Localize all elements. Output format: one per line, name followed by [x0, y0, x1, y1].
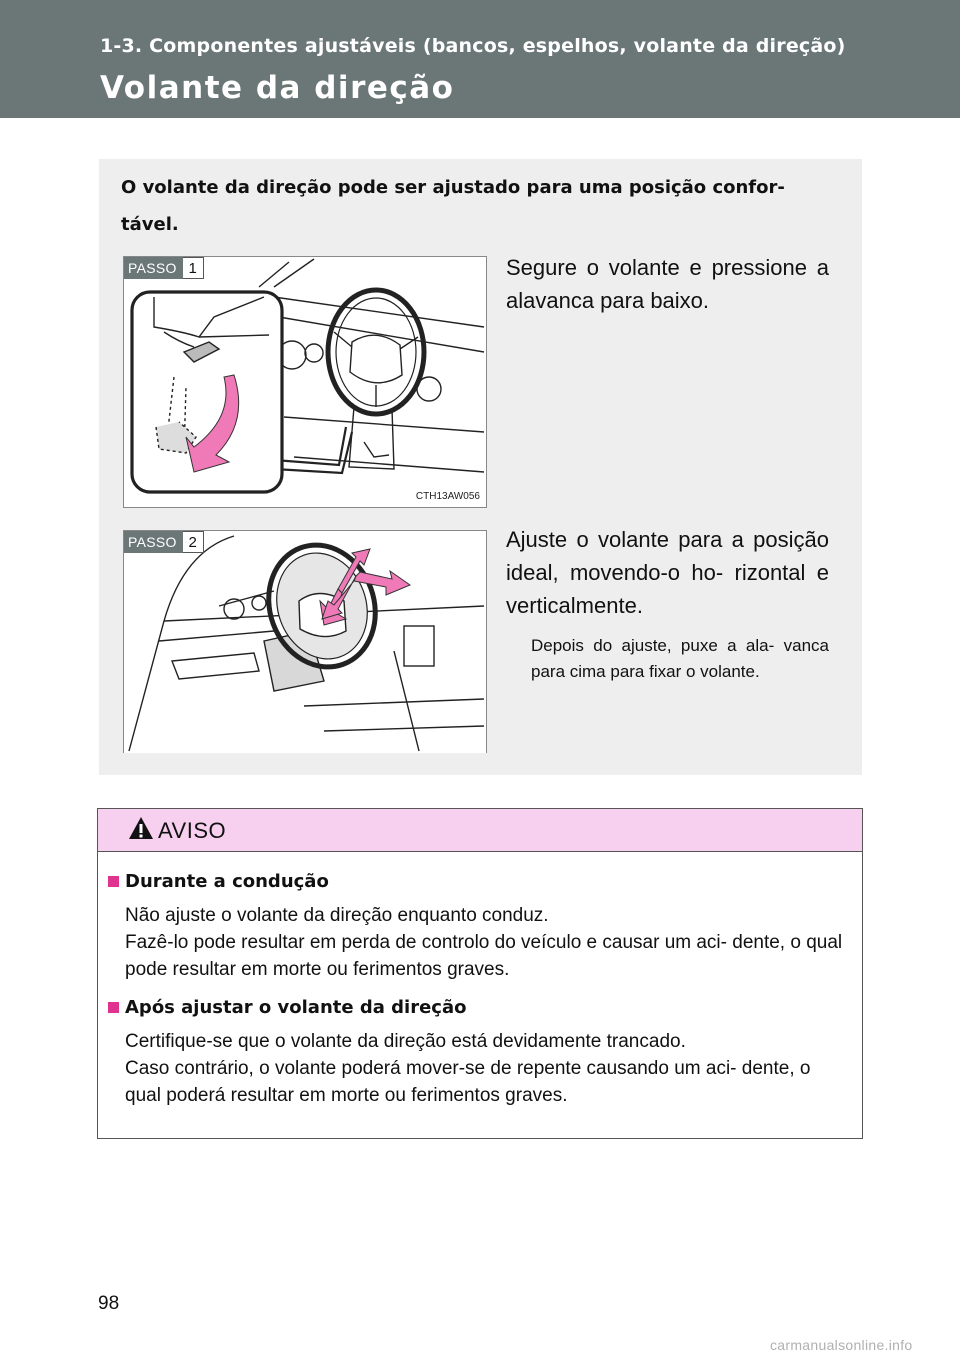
watermark: carmanualsonline.info [770, 1337, 913, 1353]
warning-header [98, 809, 862, 852]
warning-section [108, 871, 848, 983]
warning-section-heading [108, 997, 848, 1018]
image-code: CTH13AW056 [415, 491, 480, 502]
bullet-square-icon [108, 1002, 119, 1013]
heading-text: Após ajustar o volante da direção [125, 997, 467, 1018]
warning-section-body [125, 1028, 848, 1109]
heading-text: Durante a condução [125, 871, 329, 892]
warning-section-body [125, 902, 848, 983]
step-badge-number: 2 [183, 531, 204, 553]
step2-text: Ajuste o volante para a posição ideal, movendo-o ho- rizontal e verticalmente. [506, 527, 829, 618]
step1-text: Segure o volante e pressione a alavanca para baixo. [506, 255, 829, 313]
steering-lever-illustration [124, 257, 486, 507]
step-badge-label: PASSO [124, 531, 183, 553]
step2-badge [124, 531, 204, 553]
body-line: Fazê-lo pode resultar em perda de controlo do veículo e causar um aci- dente, o qual pode resultar em morte ou ferimentos graves. [125, 932, 843, 980]
step2-note: Depois do ajuste, puxe a ala- vanca para cima para fixar o volante. [531, 636, 829, 681]
steering-adjust-illustration [124, 531, 486, 753]
page-number: 98 [98, 1293, 120, 1314]
warning-box [97, 808, 863, 1139]
instruction-panel [99, 159, 862, 775]
warning-title: AVISO [158, 818, 227, 843]
section-title: 1-3. Componentes ajustáveis (bancos, espelhos, volante da direção) [100, 35, 846, 57]
page-title: Volante da direção [100, 70, 455, 106]
step1-badge [124, 257, 204, 279]
warning-section-heading [108, 871, 848, 892]
step2-illustration [123, 530, 487, 753]
step-badge-number: 1 [183, 257, 204, 279]
body-line: Certifique-se que o volante da direção está devidamente trancado. [125, 1031, 686, 1052]
step-badge-label: PASSO [124, 257, 183, 279]
body-line: Caso contrário, o volante poderá mover-se de repente causando um aci- dente, o qual poderá resultar em morte ou ferimentos graves. [125, 1058, 811, 1106]
body-line: Não ajuste o volante da direção enquanto conduz. [125, 905, 549, 926]
warning-section [108, 997, 848, 1109]
bullet-square-icon [108, 876, 119, 887]
page-header [0, 0, 960, 118]
intro-text: O volante da direção pode ser ajustado para uma posição confor- tável. [121, 177, 785, 235]
step1-illustration [123, 256, 487, 508]
warning-triangle-icon [128, 816, 154, 840]
